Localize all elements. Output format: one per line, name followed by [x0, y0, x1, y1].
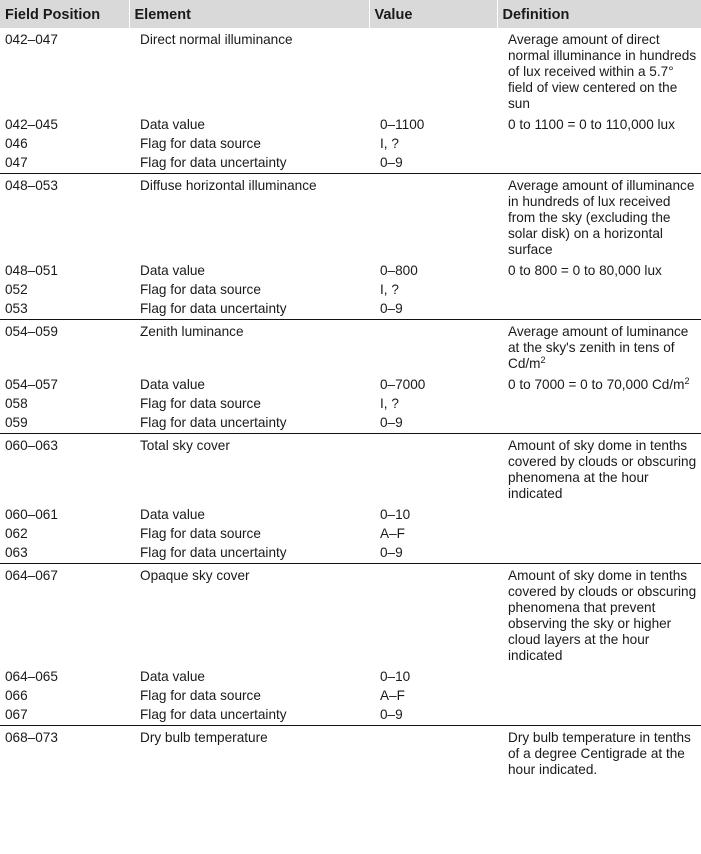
cell-element: Flag for data uncertainty — [140, 415, 287, 430]
table-row — [0, 376, 701, 395]
cell-value — [369, 28, 497, 116]
cell-element: Total sky cover — [129, 434, 369, 507]
cell-value: 0–10 — [380, 507, 411, 522]
cell-field-position: 048–053 — [0, 174, 129, 263]
cell-field-position: 048–051 — [5, 263, 58, 278]
cell-element: Flag for data source — [140, 688, 261, 703]
cell-element: Opaque sky cover — [129, 564, 369, 669]
cell-element: Diffuse horizontal illuminance — [129, 174, 369, 263]
cell-value: 0–10 — [380, 669, 411, 684]
cell-definition — [497, 395, 701, 414]
cell-field-position: 042–047 — [5, 32, 58, 47]
cell-element: Data value — [140, 507, 205, 522]
cell-element: Flag for data source — [140, 526, 261, 541]
cell-element: Flag for data uncertainty — [140, 301, 287, 316]
cell-value: A–F — [380, 526, 405, 541]
group-header-row — [0, 320, 701, 377]
cell-definition: Dry bulb temperature in tenths of a degree Centigrade at the hour indicated. — [497, 726, 701, 783]
group-header-row — [0, 174, 701, 263]
cell-field-position: 046 — [5, 136, 28, 151]
cell-field-position: 047 — [5, 155, 28, 170]
group-header-row — [0, 726, 701, 783]
cell-field-position: 066 — [5, 688, 28, 703]
cell-field-position: 058 — [5, 396, 28, 411]
cell-value: 0–9 — [380, 415, 403, 430]
cell-field-position: 059 — [5, 415, 28, 430]
group-header-row — [0, 434, 701, 507]
cell-field-position: 060–061 — [5, 507, 58, 522]
cell-field-position: 052 — [5, 282, 28, 297]
group-header-row — [0, 28, 701, 116]
group-header-row — [0, 564, 701, 669]
table-row — [0, 135, 701, 154]
cell-value: 0–9 — [380, 545, 403, 560]
cell-definition — [497, 525, 701, 544]
cell-field-position: 053 — [5, 301, 28, 316]
cell-field-position: 064–065 — [5, 669, 58, 684]
cell-definition: Amount of sky dome in tenths covered by clouds or obscuring phenomena at the hour indicated — [497, 434, 701, 507]
cell-element: Dry bulb temperature — [129, 726, 369, 783]
cell-definition — [497, 668, 701, 687]
cell-value: 0–9 — [380, 707, 403, 722]
table-row — [0, 154, 701, 174]
cell-value — [369, 320, 497, 377]
cell-element: Data value — [140, 377, 205, 392]
cell-field-position: 060–063 — [0, 434, 129, 507]
cell-definition: Average amount of illuminance in hundreds of lux received from the sky (excluding the solar disk) on a horizontal surface — [497, 174, 701, 263]
header-element: Element — [129, 0, 369, 28]
cell-element: Data value — [140, 117, 205, 132]
header-value: Value — [369, 0, 497, 28]
table-row — [0, 544, 701, 564]
cell-definition: 0 to 7000 = 0 to 70,000 $Cd/m^2$ — [508, 376, 690, 392]
cell-value: 0–1100 — [380, 117, 425, 132]
cell-value: I, ? — [380, 282, 399, 297]
cell-field-position: 063 — [5, 545, 28, 560]
cell-field-position: 067 — [5, 707, 28, 722]
cell-value: I, ? — [380, 396, 399, 411]
cell-element: Flag for data uncertainty — [140, 707, 287, 722]
table-row — [0, 262, 701, 281]
cell-element: Flag for data uncertainty — [140, 155, 287, 170]
table-row — [0, 687, 701, 706]
cell-definition — [497, 687, 701, 706]
cell-field-position: 042–045 — [5, 117, 58, 132]
cell-value — [369, 726, 497, 783]
cell-value: 0–800 — [380, 263, 418, 278]
cell-definition: 0 to 1100 = 0 to 110,000 lux — [508, 117, 675, 132]
table-row — [0, 414, 701, 434]
cell-definition: Average amount of direct normal illuminance in hundreds of lux received within a 5.7° field of view centered on the sun — [508, 32, 697, 111]
header-field-position: Field Position — [0, 0, 129, 28]
cell-field-position: 054–057 — [5, 377, 58, 392]
cell-definition: Amount of sky dome in tenths covered by clouds or obscuring phenomena that prevent observing the sky or higher cloud layers at the hour indicated — [497, 564, 701, 669]
table-row — [0, 668, 701, 687]
table-row — [0, 281, 701, 300]
cell-value — [369, 564, 497, 669]
cell-definition — [497, 706, 701, 726]
cell-definition — [497, 300, 701, 320]
cell-value — [369, 174, 497, 263]
cell-element: Data value — [140, 669, 205, 684]
cell-value: 0–7000 — [380, 377, 426, 392]
cell-definition — [497, 135, 701, 154]
cell-element: Direct normal illuminance — [140, 32, 293, 47]
cell-element: Flag for data source — [140, 136, 261, 151]
header-definition: Definition — [497, 0, 701, 28]
cell-definition — [497, 506, 701, 525]
cell-definition — [497, 544, 701, 564]
cell-definition: 0 to 800 = 0 to 80,000 lux — [508, 263, 662, 278]
table-row — [0, 300, 701, 320]
cell-element: Flag for data source — [140, 396, 261, 411]
cell-element: Data value — [140, 263, 205, 278]
table-body — [0, 28, 701, 782]
cell-field-position: 068–073 — [0, 726, 129, 783]
cell-definition — [497, 281, 701, 300]
cell-value: I, ? — [380, 136, 399, 151]
cell-field-position: 062 — [5, 526, 28, 541]
table-header-row — [0, 0, 701, 28]
cell-value: 0–9 — [380, 301, 403, 316]
cell-element: Flag for data uncertainty — [140, 545, 287, 560]
table-row — [0, 706, 701, 726]
table-row — [0, 116, 701, 135]
cell-definition — [497, 154, 701, 174]
cell-element: Zenith luminance — [129, 320, 369, 377]
table-row — [0, 506, 701, 525]
cell-value — [369, 434, 497, 507]
cell-value: A–F — [380, 688, 405, 703]
cell-definition: Average amount of luminance at the sky's zenith in tens of $Cd/m^2$ — [497, 320, 701, 377]
cell-element: Flag for data source — [140, 282, 261, 297]
table-row — [0, 395, 701, 414]
cell-field-position: 064–067 — [0, 564, 129, 669]
cell-definition — [497, 414, 701, 434]
cell-value: 0–9 — [380, 155, 403, 170]
table-row — [0, 525, 701, 544]
cell-field-position: 054–059 — [0, 320, 129, 377]
